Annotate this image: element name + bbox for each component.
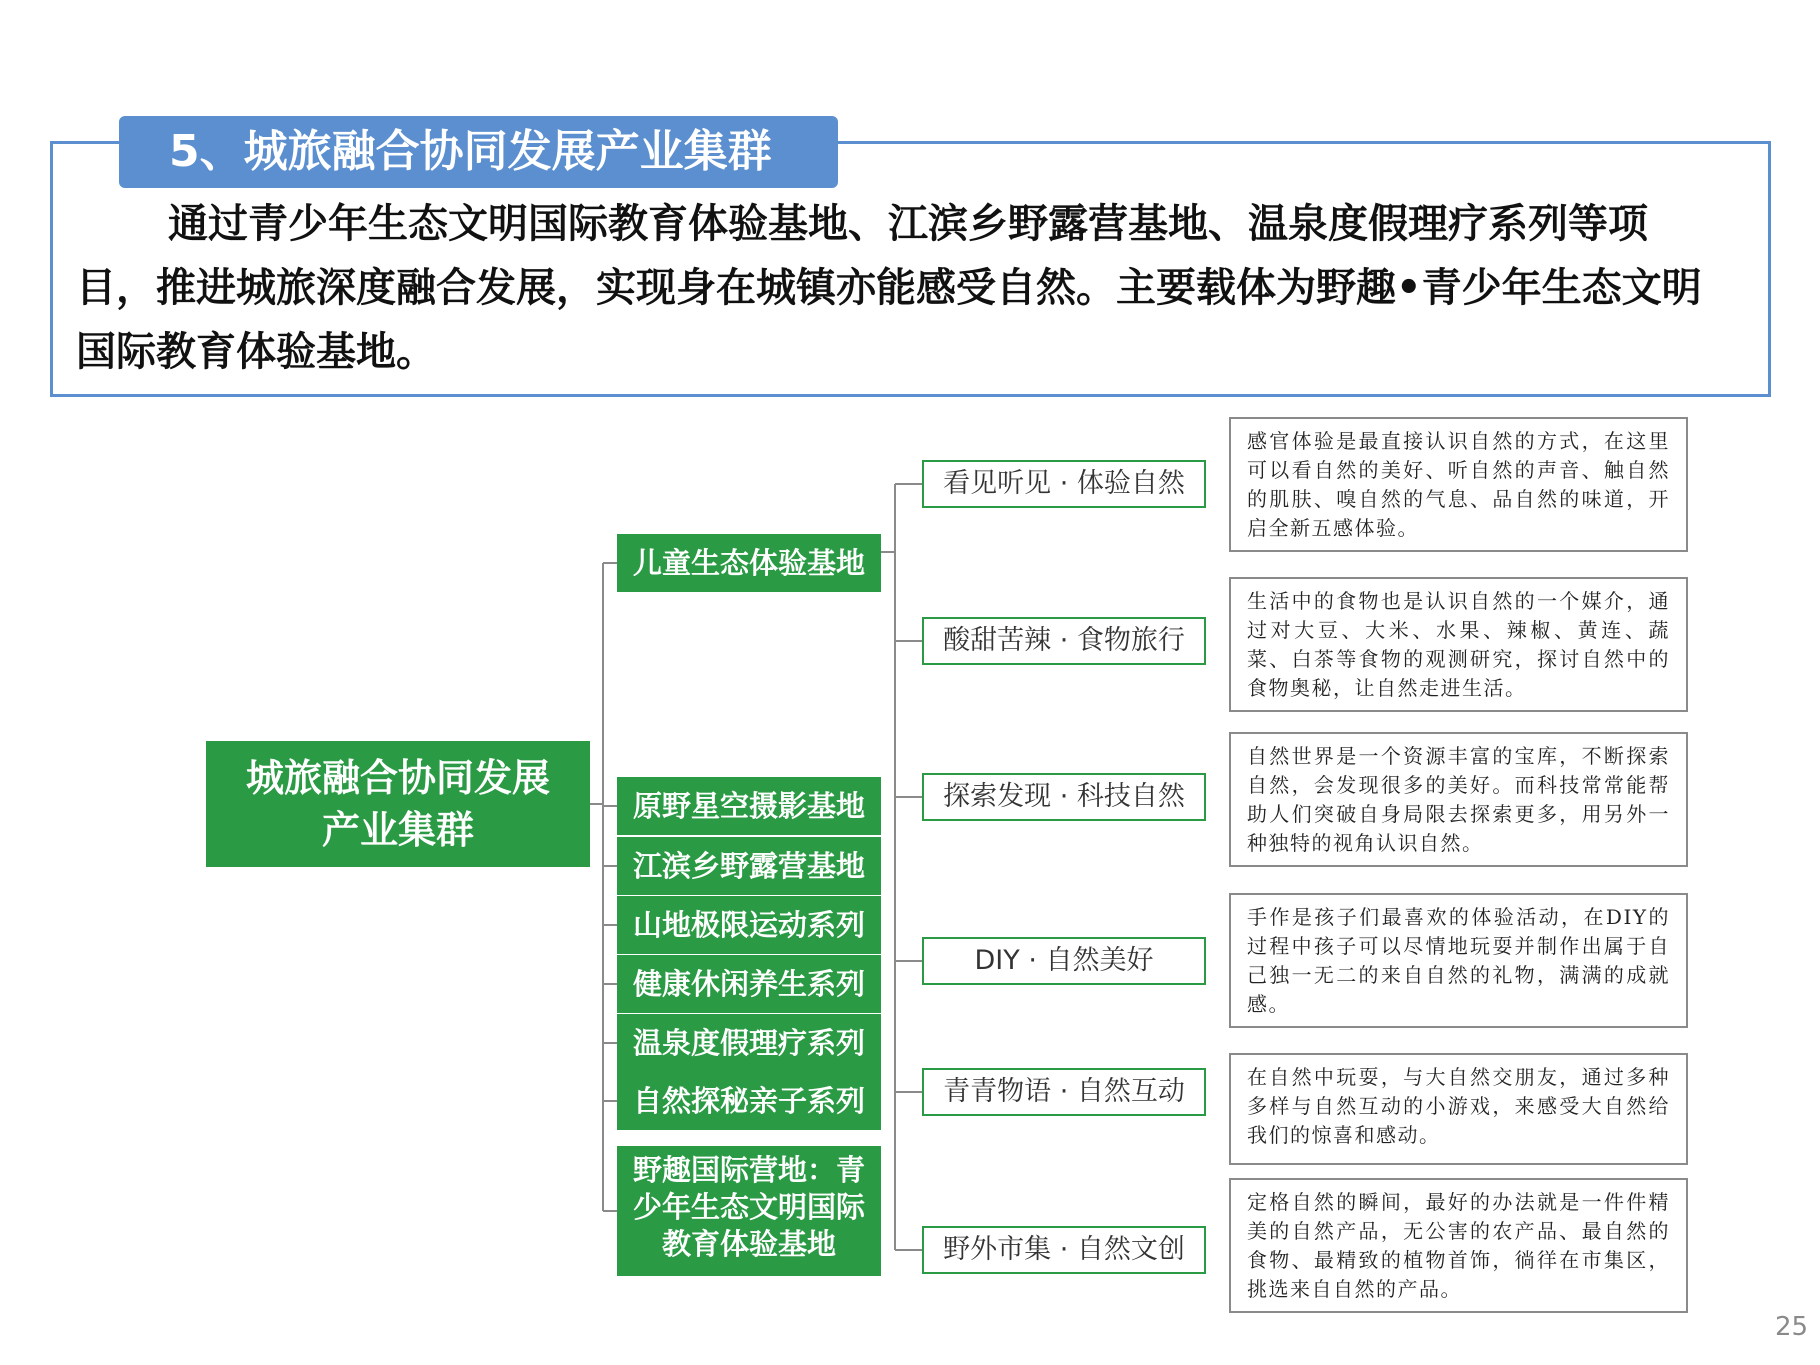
category-node-camp: 野趣国际营地：青少年生态文明国际教育体验基地 (620, 1149, 878, 1273)
activity-node: 看见听见 · 体验自然 (922, 460, 1206, 508)
description-box: 生活中的食物也是认识自然的一个媒介，通过对大豆、大米、水果、辣椒、黄连、蔬菜、白茶等食物的观测研究，探讨自然中的食物奥秘，让自然走进生活。 (1229, 577, 1688, 712)
category-node: 山地极限运动系列 (620, 899, 878, 951)
root-line-2: 产业集群 (321, 808, 474, 852)
description-box: 感官体验是最直接认识自然的方式，在这里可以看自然的美好、听自然的声音、触自然的肌肤、嗅自然的气息、品自然的味道，开启全新五感体验。 (1229, 417, 1688, 552)
description-box: 自然世界是一个资源丰富的宝库，不断探索自然，会发现很多的美好。而科技常常能帮助人们突破自身局限去探索更多，用另外一种独特的视角认识自然。 (1229, 732, 1688, 867)
activity-node: 野外市集 · 自然文创 (922, 1226, 1206, 1274)
description-box: 定格自然的瞬间，最好的办法就是一件件精美的自然产品，无公害的农产品、最自然的食物、最精致的植物首饰，徜徉在市集区，挑选来自自然的产品。 (1229, 1178, 1688, 1313)
activity-node: 探索发现 · 科技自然 (922, 773, 1206, 821)
activity-node: 酸甜苦辣 · 食物旅行 (922, 617, 1206, 665)
activity-node: DIY · 自然美好 (922, 937, 1206, 985)
description-box: 手作是孩子们最喜欢的体验活动，在DIY的过程中孩子可以尽情地玩耍并制作出属于自己独一无二的来自自然的礼物，满满的成就感。 (1229, 893, 1688, 1028)
activity-node: 青青物语 · 自然互动 (922, 1068, 1206, 1116)
root-line-1: 城旅融合协同发展 (245, 756, 550, 800)
root-node (206, 741, 590, 867)
description-box: 在自然中玩耍，与大自然交朋友，通过多种多样与自然互动的小游戏，来感受大自然给我们的惊喜和感动。 (1229, 1053, 1688, 1165)
page-number: 25 (1775, 1312, 1809, 1342)
intro-paragraph: 通过青少年生态文明国际教育体验基地、江滨乡野露营基地、温泉度假理疗系列等项目，推进城旅深度融合发展，实现身在城镇亦能感受自然。主要载体为野趣•青少年生态文明国际教育体验基地。 (76, 201, 1702, 375)
category-node: 江滨乡野露营基地 (620, 840, 878, 892)
category-node: 健康休闲养生系列 (620, 958, 878, 1010)
category-node: 原野星空摄影基地 (620, 780, 878, 832)
category-node: 温泉度假理疗系列 (620, 1017, 878, 1069)
category-node: 儿童生态体验基地 (620, 537, 878, 589)
section-title: 5、城旅融合协同发展产业集群 (119, 116, 838, 188)
category-node: 自然探秘亲子系列 (620, 1075, 878, 1127)
